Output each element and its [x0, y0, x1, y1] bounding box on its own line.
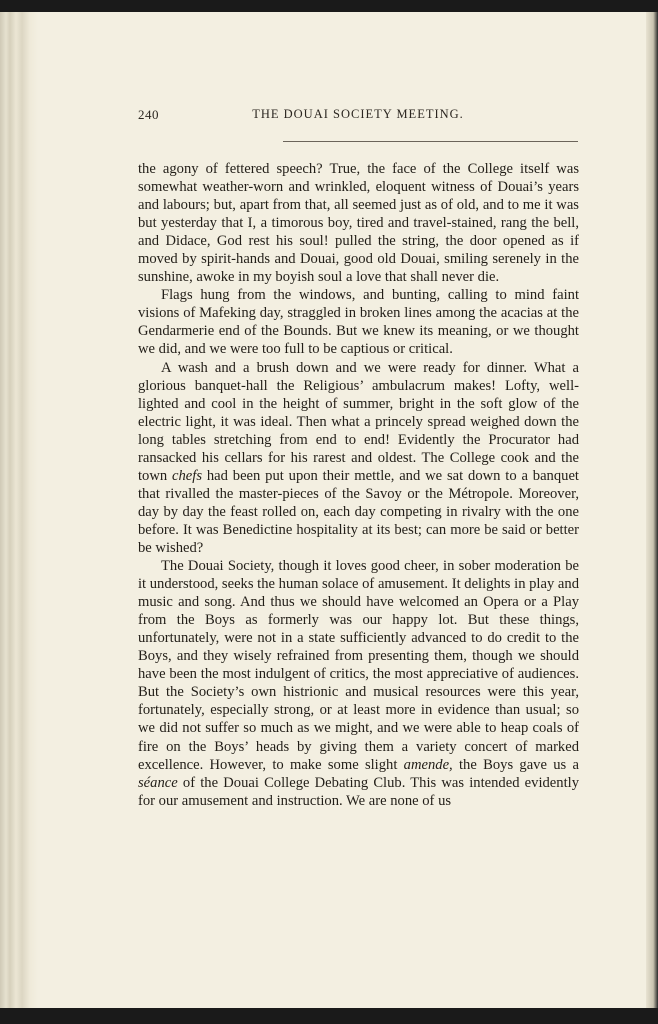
page-number: 240 — [138, 107, 159, 122]
italic-text: séance — [138, 774, 178, 791]
page-gutter — [0, 12, 38, 1008]
text-run: Flags hung from the windows, and bunting, calling to mind faint visions of Mafeking day, straggled in broken lines among the acacias at the Gendarmerie end of the Bounds. But we knew its meaning, or we thought we did, and we were too full to be captious or critical. — [138, 287, 579, 358]
text-run: the Boys gave us a — [452, 756, 579, 773]
italic-text: chefs — [172, 467, 203, 484]
paragraph-4 — [138, 557, 579, 810]
text-run: The Douai Society, though it loves good cheer, in sober moderation be it understood, seeks the human solace of amusement. It delights in play and music and song. And thus we should have welcomed an Opera or a Play from the Boys as formerly was our happy lot. But these things, unfortunately, were not in a state sufficiently advanced to do credit to the Boys, and they wisely refrained from presenting them, though we should have been the most indulgent of critics, the most appreciative of audiences. But the Society’s own histrionic and musical resources were this year, fortunately, especially strong, or at least more in evidence than usual; so we did not suffer so much as we might, and we were able to heap coals of fire on the Boys’ heads by giving them a variety concert of marked excellence. However, to make some slight — [138, 558, 579, 773]
text-run: of the Douai College Debating Club. This was intended evidently for our amusement and instruction. We are none of us — [138, 774, 579, 809]
running-title: THE DOUAI SOCIETY MEETING. — [252, 107, 464, 121]
text-run: the agony of fettered speech? True, the face of the College itself was somewhat weather-worn and wrinkled, eloquent witness of Douai’s years and labours; but, apart from that, all seemed just as of old, and to me it was but yesterday that I, a timorous boy, tired and travel-stained, rang the bell, and Didace, God rest his soul! pulled the string, the door opened as if moved by spirit-hands and Douai, good old Douai, smiling serenely in the sunshine, awoke in my boyish soul a love that shall never die. — [138, 161, 579, 286]
header-rule — [283, 141, 578, 142]
italic-text: amende, — [403, 756, 453, 773]
page-edge — [646, 12, 658, 1008]
body-text — [138, 160, 579, 810]
paragraph-1 — [138, 160, 579, 286]
paragraph-2 — [138, 286, 579, 358]
text-run: A wash and a brush down and we were ready for dinner. What a glorious banquet-hall the Religious’ ambulacrum makes! Lofty, well-lighted and cool in the height of summer, bright in the soft glow of the electric light, it was ideal. Then what a princely spread weighed down the long tables stretching from end to end! Evidently the Procurator had ransacked his cellars for his rarest and oldest. The College cook and the town — [138, 359, 579, 484]
text-run: had been put upon their mettle, and we sat down to a banquet that rivalled the master-pieces of the Savoy or the Métropole. Moreover, day by day the feast rolled on, each day competing in rivalry with the one before. It was Benedictine hospitality at its best; can more be said or better be wished? — [138, 467, 579, 556]
running-head — [138, 107, 578, 127]
paragraph-3 — [138, 359, 579, 558]
